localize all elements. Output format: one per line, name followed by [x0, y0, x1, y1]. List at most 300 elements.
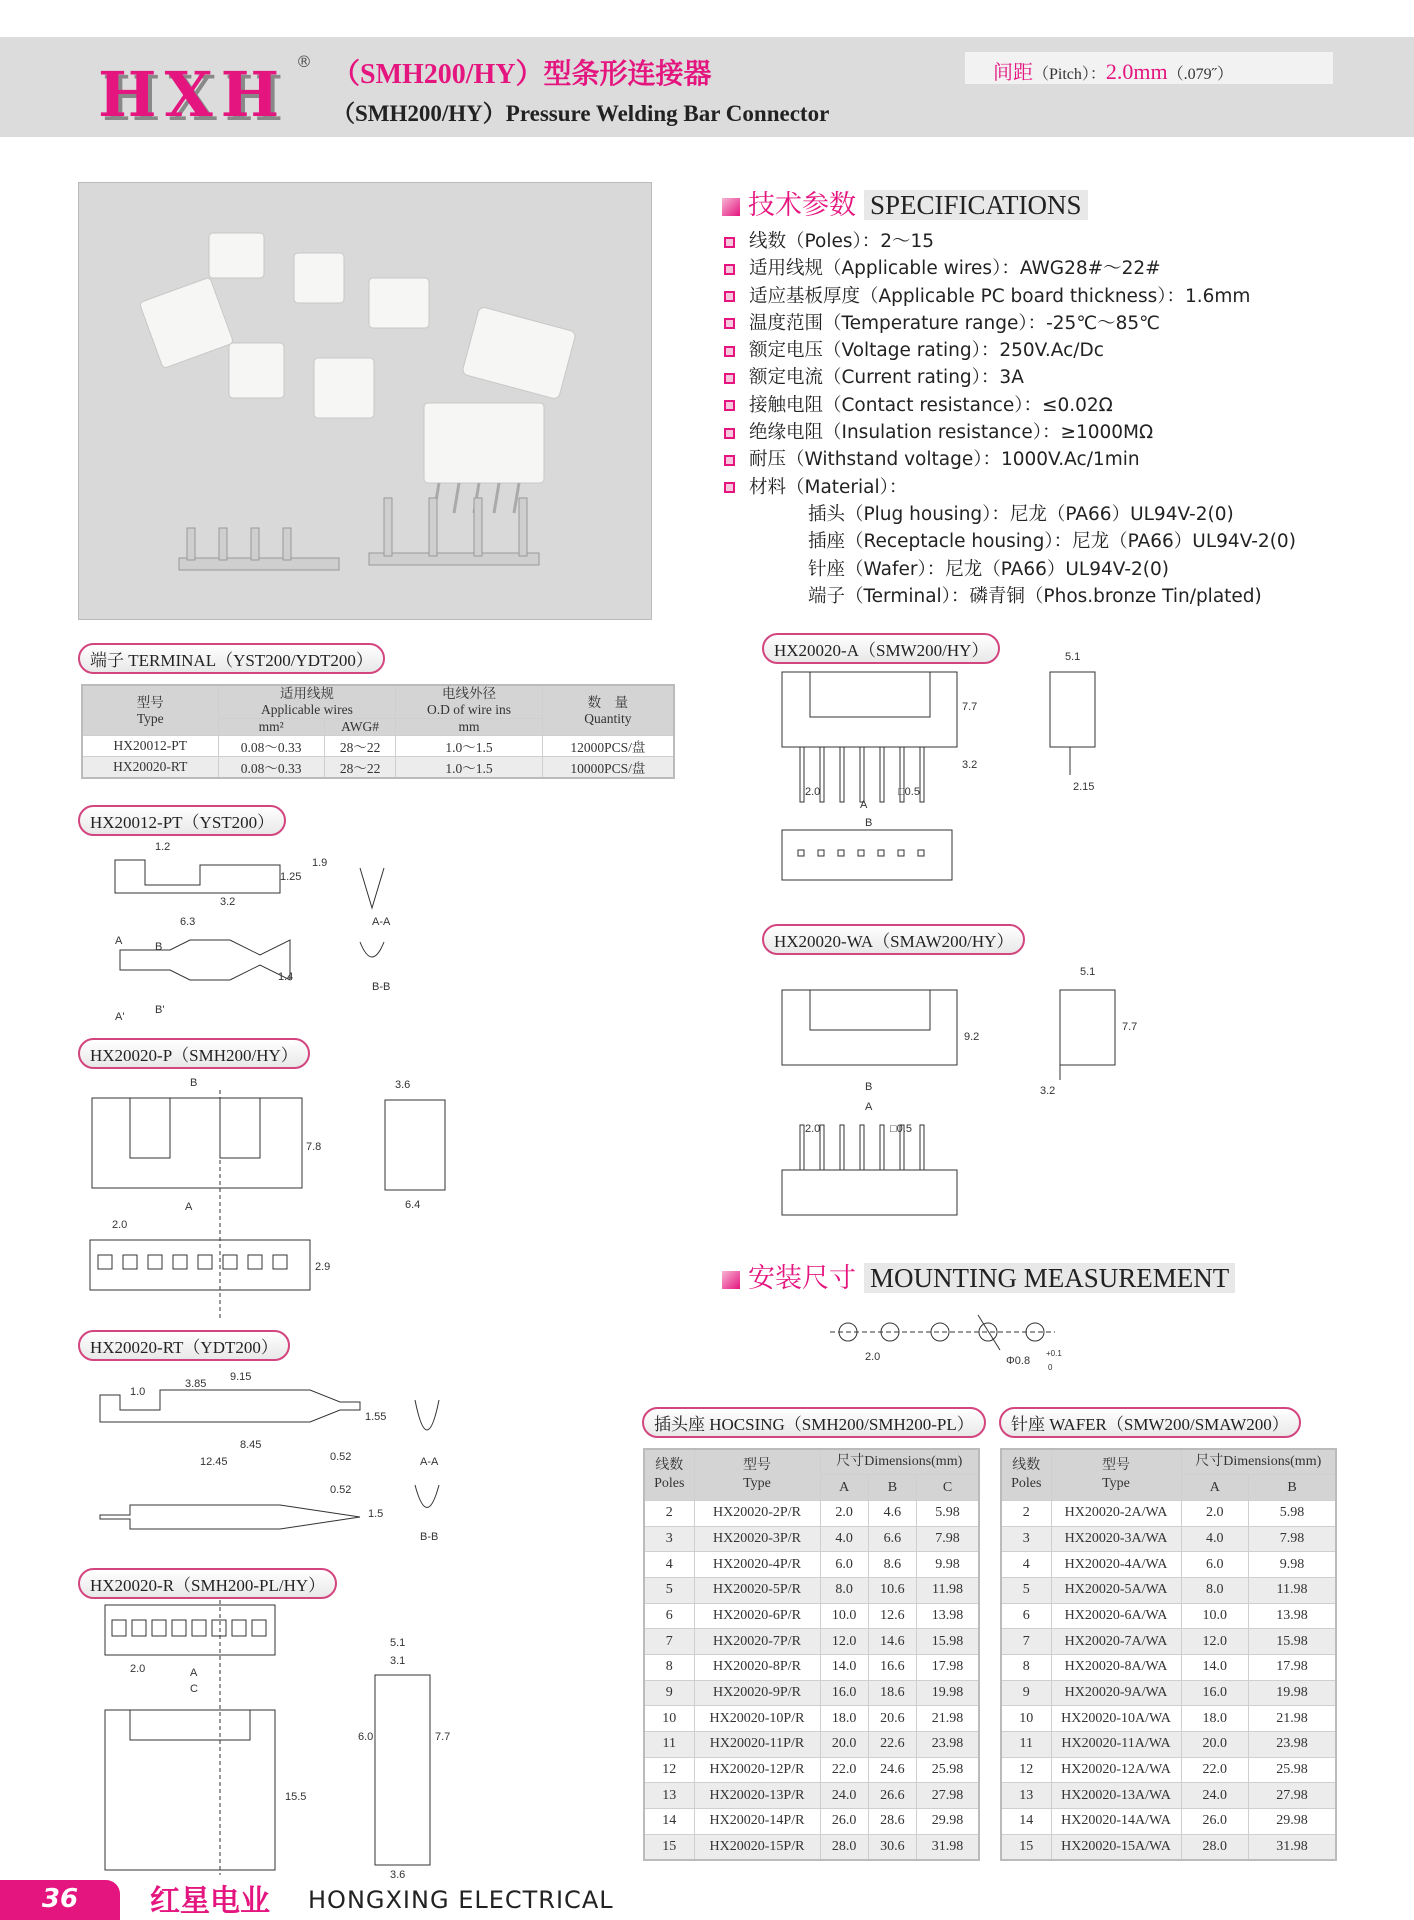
contact-slot	[818, 850, 824, 856]
table-cell: 4	[644, 1552, 694, 1578]
dim: 5.1	[390, 1637, 406, 1649]
dim: 3.2	[220, 896, 236, 908]
table-cell: 9.98	[917, 1552, 980, 1578]
table-cell: 10000PCS/盘	[542, 757, 674, 779]
table-cell: 19.98	[917, 1680, 980, 1706]
table-cell: 14.0	[1181, 1655, 1249, 1681]
table-row	[1001, 1603, 1336, 1629]
dim: 3.2	[962, 759, 978, 771]
dim: 5.1	[1065, 651, 1081, 663]
table-cell: HX20020-5P/R	[694, 1577, 820, 1603]
table-cell: 23.98	[917, 1732, 980, 1758]
terminal-label: 端子 TERMINAL（YST200/YDT200）	[78, 643, 385, 674]
table-cell: HX20020-11P/R	[694, 1732, 820, 1758]
page-number: 36	[0, 1880, 120, 1920]
dim: A-A	[420, 1456, 439, 1468]
dim: 1.9	[312, 857, 328, 869]
contact-slot	[223, 1255, 237, 1269]
dim: 1.55	[365, 1411, 387, 1423]
dim: 2.0	[865, 1351, 881, 1363]
drawing-label-a: HX20020-A（SMW200/HY）	[762, 633, 1000, 664]
table-cell: HX20020-6A/WA	[1051, 1603, 1181, 1629]
product-photo	[78, 182, 652, 620]
bullet-icon	[724, 291, 735, 302]
mounting-heading	[722, 1256, 1235, 1295]
th-type-cn: 型号	[743, 1457, 771, 1473]
contact-slot	[123, 1255, 137, 1269]
contact-slot	[858, 850, 864, 856]
dim: 6.3	[180, 916, 196, 928]
table-row	[1001, 1783, 1336, 1809]
th-b: B	[868, 1475, 916, 1501]
dim: 2.0	[805, 786, 821, 798]
pitch-label: （Pitch）：	[1033, 66, 1106, 83]
table-row	[644, 1680, 979, 1706]
table-cell: 18.0	[820, 1706, 868, 1732]
pitch-cn: 间距	[993, 62, 1033, 84]
table-cell: 28.0	[1181, 1834, 1249, 1860]
specs-heading-en: SPECIFICATIONS	[864, 190, 1088, 220]
th-type-en: Type	[1102, 1475, 1130, 1491]
table-cell: 21.98	[917, 1706, 980, 1732]
logo: HXH	[98, 58, 288, 131]
spec-text: 适用线规（Applicable wires）：AWG28#～22#	[749, 258, 1161, 280]
table-cell: 8.0	[1181, 1577, 1249, 1603]
th-a: A	[1181, 1475, 1249, 1501]
th-b: B	[1249, 1475, 1336, 1501]
table-row	[1001, 1706, 1336, 1732]
dim: B	[190, 1077, 198, 1089]
spec-text: 线数（Poles）：2～15	[749, 231, 935, 252]
table-row	[644, 1500, 979, 1526]
table-cell: HX20020-15A/WA	[1051, 1834, 1181, 1860]
table-cell: HX20020-8P/R	[694, 1655, 820, 1681]
pitch-inch: （.079˝）	[1167, 66, 1233, 83]
table-cell: 26.6	[868, 1783, 916, 1809]
dim: □0.5	[898, 786, 920, 798]
table-cell: 20.0	[1181, 1732, 1249, 1758]
dim: B	[865, 1081, 873, 1093]
table-cell: 25.98	[1249, 1757, 1336, 1783]
table-cell: 15.98	[1249, 1629, 1336, 1655]
th-c: C	[917, 1475, 980, 1501]
dim: 3.2	[1040, 1085, 1056, 1097]
table-cell: 26.0	[1181, 1809, 1249, 1835]
th-poles-cn: 线数	[1012, 1457, 1041, 1473]
table-cell: HX20020-6P/R	[694, 1603, 820, 1629]
table-row	[644, 1834, 979, 1860]
th-wires-en: Applicable wires	[260, 702, 353, 717]
th-dimensions: 尺寸Dimensions(mm)	[1181, 1449, 1336, 1475]
contact-slot	[918, 850, 924, 856]
th-od-cn: 电线外径	[442, 686, 496, 701]
table-cell: 16.6	[868, 1655, 916, 1681]
table-cell: 2.0	[1181, 1500, 1249, 1526]
table-row	[1001, 1655, 1336, 1681]
table-cell: 1.0～1.5	[396, 757, 542, 779]
pitch-value: 2.0mm	[1105, 59, 1168, 84]
dim: 2.0	[805, 1123, 821, 1135]
dim: 12.45	[200, 1456, 228, 1468]
table-row	[644, 1809, 979, 1835]
mounting-diagram	[830, 1310, 1090, 1380]
bullet-icon	[724, 318, 735, 329]
table-cell: 11.98	[1249, 1577, 1336, 1603]
table-cell: 8	[644, 1655, 694, 1681]
dim: A	[115, 935, 123, 947]
contact-slot	[840, 1125, 844, 1170]
table-cell: HX20012-PT	[82, 736, 218, 757]
table-row	[1001, 1680, 1336, 1706]
table-row	[644, 1783, 979, 1809]
bullet-icon	[724, 237, 735, 248]
th-type-cn: 型号	[136, 694, 164, 710]
bullet-icon	[724, 346, 735, 357]
table-cell: HX20020-14A/WA	[1051, 1809, 1181, 1835]
dim: 7.7	[435, 1731, 451, 1743]
dim: 3.85	[185, 1378, 207, 1390]
table-cell: 25.98	[917, 1757, 980, 1783]
drawing-label-p: HX20020-P（SMH200/HY）	[78, 1038, 310, 1069]
dim: A	[865, 1101, 873, 1113]
table-cell: 7	[1001, 1629, 1051, 1655]
table-cell: 8.6	[868, 1552, 916, 1578]
table-row	[82, 757, 674, 779]
table-cell: 12.6	[868, 1603, 916, 1629]
table-row	[1001, 1552, 1336, 1578]
table-cell: HX20020-14P/R	[694, 1809, 820, 1835]
table-cell: 6	[644, 1603, 694, 1629]
bullet-icon	[724, 428, 735, 439]
table-cell: 15	[644, 1834, 694, 1860]
th-od-unit: mm	[396, 719, 542, 736]
bullet-icon	[724, 400, 735, 411]
table-cell: 16.0	[820, 1680, 868, 1706]
table-cell: 11.98	[917, 1577, 980, 1603]
table-cell: HX20020-10A/WA	[1051, 1706, 1181, 1732]
contact-slot	[252, 1620, 266, 1636]
table-cell: 7.98	[1249, 1526, 1336, 1552]
table-cell: 10.0	[1181, 1603, 1249, 1629]
table-cell: 5.98	[1249, 1500, 1336, 1526]
dim: B	[155, 941, 163, 953]
dim: A	[860, 799, 868, 811]
th-od-en: O.D of wire ins	[427, 702, 511, 717]
contact-slot	[800, 1125, 804, 1170]
dim: +0.1	[1046, 1349, 1062, 1358]
table-cell: 4.0	[820, 1526, 868, 1552]
contact-slot	[212, 1620, 226, 1636]
table-cell: HX20020-7A/WA	[1051, 1629, 1181, 1655]
th-poles-en: Poles	[1011, 1475, 1042, 1491]
contact-slot	[920, 747, 924, 802]
spec-item	[724, 337, 1296, 364]
drawing-hx20012-pt	[90, 830, 430, 1030]
dim: 7.7	[962, 701, 978, 713]
contact-slot	[898, 850, 904, 856]
table-row	[644, 1706, 979, 1732]
specs-heading	[722, 183, 1088, 222]
th-type-en: Type	[743, 1475, 771, 1491]
contact-slot	[172, 1620, 186, 1636]
table-cell: 22.6	[868, 1732, 916, 1758]
title-cn: （SMH200/HY）型条形连接器	[332, 59, 712, 90]
spec-item	[724, 392, 1296, 419]
table-cell: HX20020-9P/R	[694, 1680, 820, 1706]
mounting-heading-en: MOUNTING MEASUREMENT	[864, 1263, 1235, 1293]
drawing-hx20020-wa	[770, 960, 1160, 1230]
dim: 3.6	[395, 1079, 411, 1091]
spec-item	[724, 364, 1296, 391]
table-cell: 24.0	[820, 1783, 868, 1809]
spec-text: 温度范围（Temperature range）：-25℃～85℃	[749, 312, 1160, 334]
table-cell: 24.6	[868, 1757, 916, 1783]
spec-text: 适应基板厚度（Applicable PC board thickness）：1.6mm	[749, 285, 1251, 307]
table-cell: HX20020-3A/WA	[1051, 1526, 1181, 1552]
table-cell: 12.0	[1181, 1629, 1249, 1655]
spec-item	[724, 310, 1296, 337]
dim: 0.52	[330, 1451, 352, 1463]
table-row	[644, 1603, 979, 1629]
bullet-icon	[724, 373, 735, 384]
dim: 0.52	[330, 1484, 352, 1496]
table-cell: HX20020-10P/R	[694, 1706, 820, 1732]
dim: 2.0	[112, 1219, 128, 1231]
spec-text: 绝缘电阻（Insulation resistance）：≥1000MΩ	[749, 422, 1154, 444]
dim: 6.4	[405, 1199, 421, 1211]
table-cell: 15.98	[917, 1629, 980, 1655]
dim: 2.15	[1073, 781, 1095, 793]
table-cell: 5	[644, 1577, 694, 1603]
contact-slot	[173, 1255, 187, 1269]
material-item: 针座（Wafer）：尼龙（PA66）UL94V-2(0)	[808, 558, 1169, 580]
table-cell: 4.0	[1181, 1526, 1249, 1552]
dim: 1.2	[155, 841, 171, 853]
dim: 1.4	[278, 971, 294, 983]
table-row	[644, 1732, 979, 1758]
contact-slot	[798, 850, 804, 856]
specs-list	[724, 228, 1296, 610]
table-row	[644, 1526, 979, 1552]
contact-slot	[273, 1255, 287, 1269]
table-row	[1001, 1732, 1336, 1758]
dim: 6.0	[358, 1731, 374, 1743]
spec-item	[724, 228, 1296, 255]
table-cell: 7	[644, 1629, 694, 1655]
table-cell: HX20020-2A/WA	[1051, 1500, 1181, 1526]
table-cell: 14.6	[868, 1629, 916, 1655]
table-cell: HX20020-12P/R	[694, 1757, 820, 1783]
heading-bullet-icon	[722, 198, 740, 216]
table-cell: 22.0	[1181, 1757, 1249, 1783]
dim: A	[190, 1667, 198, 1679]
specs-heading-cn: 技术参数	[748, 190, 856, 221]
table-cell: HX20020-7P/R	[694, 1629, 820, 1655]
table-row	[82, 736, 674, 757]
terminal-table	[81, 684, 675, 779]
table-cell: 12	[1001, 1757, 1051, 1783]
material-item: 插头（Plug housing）：尼龙（PA66）UL94V-2(0)	[808, 503, 1234, 525]
table-row	[644, 1552, 979, 1578]
connector-photo-illustration	[79, 183, 653, 621]
table-cell: 0.08～0.33	[218, 757, 324, 779]
table-cell: 14	[1001, 1809, 1051, 1835]
dim: 8.45	[240, 1439, 262, 1451]
dim: 7.7	[1122, 1021, 1138, 1033]
contact-slot	[232, 1620, 246, 1636]
th-dimensions: 尺寸Dimensions(mm)	[820, 1449, 979, 1475]
contact-slot	[152, 1620, 166, 1636]
table-cell: HX20020-9A/WA	[1051, 1680, 1181, 1706]
drawing-hx20020-a	[770, 650, 1130, 890]
table-cell: 1.0～1.5	[396, 736, 542, 757]
contact-slot	[880, 1125, 884, 1170]
table-cell: HX20020-RT	[82, 757, 218, 779]
bullet-icon	[724, 264, 735, 275]
dim: A'	[115, 1011, 125, 1023]
table-row	[644, 1577, 979, 1603]
table-cell: 29.98	[1249, 1809, 1336, 1835]
table-cell: 9	[644, 1680, 694, 1706]
table-cell: 29.98	[917, 1809, 980, 1835]
table-cell: 12.0	[820, 1629, 868, 1655]
dim: 7.8	[306, 1141, 322, 1153]
th-qty-cn: 数 量	[587, 694, 629, 710]
table-cell: 10.0	[820, 1603, 868, 1629]
table-row	[644, 1757, 979, 1783]
table-cell: 28～22	[324, 757, 395, 779]
registered-mark: ®	[296, 52, 312, 71]
dim: 3.1	[390, 1655, 406, 1667]
contact-slot	[860, 1125, 864, 1170]
table-cell: 20.0	[820, 1732, 868, 1758]
dim: 3.6	[390, 1869, 406, 1880]
table-cell: 12000PCS/盘	[542, 736, 674, 757]
table-cell: 0.08～0.33	[218, 736, 324, 757]
dim: B'	[155, 1004, 165, 1016]
mounting-heading-cn: 安装尺寸	[748, 1263, 856, 1294]
table-cell: 6.0	[1181, 1552, 1249, 1578]
drawing-label-rt: HX20020-RT（YDT200）	[78, 1330, 290, 1361]
dim: B-B	[372, 981, 391, 993]
contact-slot	[192, 1620, 206, 1636]
dim: Φ0.8	[1006, 1355, 1031, 1367]
contact-slot	[132, 1620, 146, 1636]
dim: A-A	[372, 916, 391, 928]
table-cell: HX20020-11A/WA	[1051, 1732, 1181, 1758]
table-cell: HX20020-12A/WA	[1051, 1757, 1181, 1783]
th-wires-cn: 适用线规	[279, 686, 334, 701]
dim: C	[190, 1683, 198, 1695]
spec-text: 额定电流（Current rating）：3A	[749, 367, 1024, 389]
table-row	[644, 1629, 979, 1655]
spec-item	[724, 446, 1296, 473]
contact-slot	[920, 1125, 924, 1170]
bullet-icon	[724, 482, 735, 493]
table-cell: HX20020-8A/WA	[1051, 1655, 1181, 1681]
table-cell: 27.98	[1249, 1783, 1336, 1809]
spec-item	[724, 255, 1296, 282]
table-cell: HX20020-3P/R	[694, 1526, 820, 1552]
table-cell: 31.98	[917, 1834, 980, 1860]
table-cell: 8	[1001, 1655, 1051, 1681]
table-cell: 20.6	[868, 1706, 916, 1732]
spec-item	[724, 419, 1296, 446]
table-cell: 4.6	[868, 1500, 916, 1526]
contact-slot	[820, 1125, 824, 1170]
table-cell: HX20020-4A/WA	[1051, 1552, 1181, 1578]
table-cell: 15	[1001, 1834, 1051, 1860]
contact-slot	[148, 1255, 162, 1269]
table-cell: 4	[1001, 1552, 1051, 1578]
table-cell: 3	[1001, 1526, 1051, 1552]
table-cell: 28～22	[324, 736, 395, 757]
brand-en: HONGXING ELECTRICAL	[308, 1886, 614, 1914]
dim: 1.0	[130, 1386, 146, 1398]
table-row	[644, 1655, 979, 1681]
table-cell: 13	[1001, 1783, 1051, 1809]
table-cell: 5	[1001, 1577, 1051, 1603]
drawing-hx20020-p	[80, 1070, 480, 1330]
brand-cn: 红星电业	[150, 1884, 270, 1919]
table-cell: 3	[644, 1526, 694, 1552]
housing-table-label: 插头座 HOCSING（SMH200/SMH200-PL）	[642, 1407, 986, 1438]
table-cell: 9	[1001, 1680, 1051, 1706]
table-cell: HX20020-2P/R	[694, 1500, 820, 1526]
spec-item	[724, 474, 1296, 501]
table-cell: 7.98	[917, 1526, 980, 1552]
contact-slot	[840, 747, 844, 802]
table-cell: 18.0	[1181, 1706, 1249, 1732]
table-cell: HX20020-13P/R	[694, 1783, 820, 1809]
th-mm2: mm²	[218, 719, 324, 736]
table-cell: 28.0	[820, 1834, 868, 1860]
table-cell: 13.98	[1249, 1603, 1336, 1629]
table-cell: 16.0	[1181, 1680, 1249, 1706]
contact-slot	[98, 1255, 112, 1269]
table-row	[1001, 1500, 1336, 1526]
dim: 1.25	[280, 871, 302, 883]
th-type-en: Type	[136, 710, 164, 726]
table-cell: 11	[1001, 1732, 1051, 1758]
table-cell: 19.98	[1249, 1680, 1336, 1706]
contact-slot	[248, 1255, 262, 1269]
table-cell: 17.98	[1249, 1655, 1336, 1681]
th-a: A	[820, 1475, 868, 1501]
table-cell: 6.0	[820, 1552, 868, 1578]
table-cell: HX20020-13A/WA	[1051, 1783, 1181, 1809]
table-row	[1001, 1577, 1336, 1603]
th-poles-cn: 线数	[655, 1457, 684, 1473]
table-cell: 5.98	[917, 1500, 980, 1526]
spec-item	[724, 283, 1296, 310]
drawing-hx20020-r	[100, 1600, 460, 1880]
drawing-label-pt: HX20012-PT（YST200）	[78, 805, 286, 836]
contact-slot	[112, 1620, 126, 1636]
table-cell: 22.0	[820, 1757, 868, 1783]
table-cell: HX20020-5A/WA	[1051, 1577, 1181, 1603]
table-cell: 14	[644, 1809, 694, 1835]
table-cell: 8.0	[820, 1577, 868, 1603]
table-cell: 10	[1001, 1706, 1051, 1732]
table-cell: 2.0	[820, 1500, 868, 1526]
wafer-table	[1000, 1448, 1337, 1861]
table-cell: 27.98	[917, 1783, 980, 1809]
dim: A	[185, 1201, 193, 1213]
dim: 2.9	[315, 1261, 331, 1273]
table-row	[1001, 1526, 1336, 1552]
spec-text: 接触电阻（Contact resistance）：≤0.02Ω	[749, 394, 1113, 416]
